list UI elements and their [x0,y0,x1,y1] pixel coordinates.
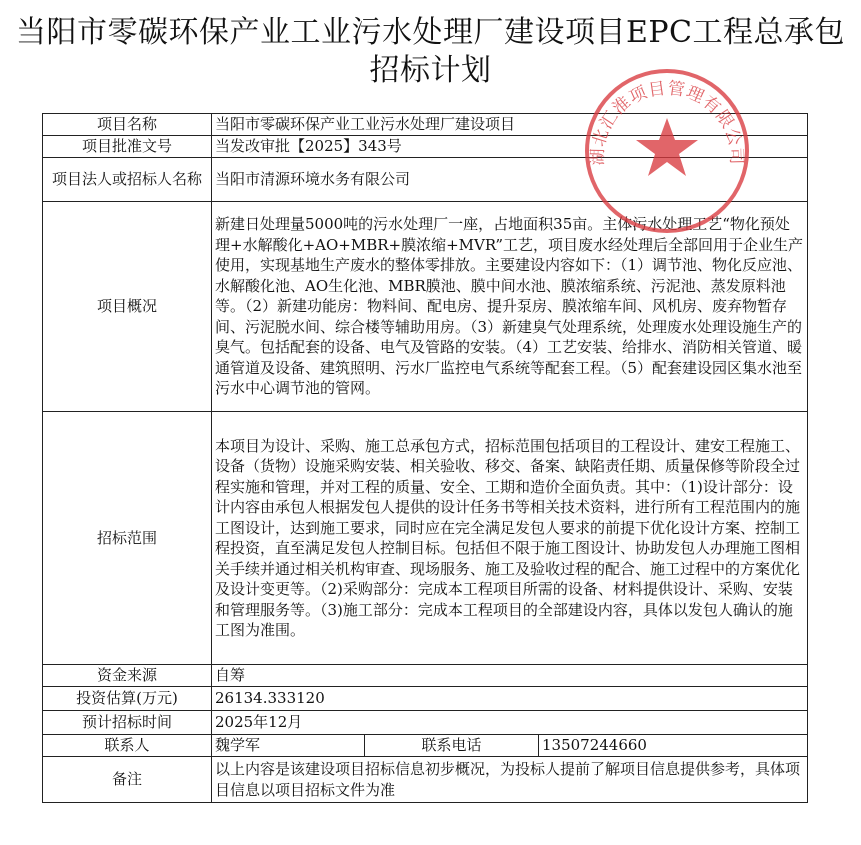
row-label-project-name: 项目名称 [43,114,212,136]
table-row [43,158,808,202]
investment-value: 26134.333120 [212,687,808,711]
table-row [43,757,808,803]
table-row [43,711,808,735]
table-row [43,687,808,711]
fund-source-value: 自筹 [212,665,808,687]
table-row [43,735,808,757]
table-row [43,136,808,158]
row-label-remarks: 备注 [43,757,212,803]
row-label-contact: 联系人 [43,735,212,757]
table-row [43,412,808,665]
document-title: 当阳市零碳环保产业工业污水处理厂建设项目EPC工程总承包招标计划 [15,15,846,88]
row-label-approval-no: 项目批准文号 [43,136,212,158]
contact-value: 魏学军 [212,735,365,757]
row-label-investment: 投资估算(万元) [43,687,212,711]
scope-value: 本项目为设计、采购、施工总承包方式，招标范围包括项目的工程设计、建安工程施工、设备（货物）设施采购安装、相关验收、移交、备案、缺陷责任期、质量保修等阶段全过程实施和管理，并对工程的质量、安全、工期和造价全面负责。其中：（1)设计部分：设计内容由承包人根据发包人提供的设计任务书等相关技术资料，进行所有工程范围内的施工图设计，达到施工要求，同时应在完全满足发包人要求的前提下优化设计方案、控制工程投资，直至满足发包人控制目标。包括但不限于施工图设计、协助发包人办理施工图相关手续并通过相关机构审查、现场服务、施工及验收过程的配合、施工过程中的方案优化及设计变更等。（2)采购部分：完成本工程项目所需的设备、材料提供设计、采购、安装和管理服务等。（3)施工部分：完成本工程项目的全部建设内容，具体以发包人确认的施工图为准围。 [212,412,808,665]
tender-time-value: 2025年12月 [212,711,808,735]
phone-value: 13507244660 [539,735,808,757]
row-label-phone: 联系电话 [365,735,539,757]
row-label-overview: 项目概况 [43,202,212,412]
table-row [43,114,808,136]
seal-text: 湖北汇淮项目管理有限公司 [587,78,747,166]
approval-no-value: 当发改审批【2025】343号 [212,136,808,158]
legal-entity-value: 当阳市清源环境水务有限公司 [212,158,808,202]
overview-value: 新建日处理量5000吨的污水处理厂一座，占地面积35亩。主体污水处理工艺“物化预处理+水解酸化+AO+MBR+膜浓缩+MVR”工艺，项目废水经处理后全部回用于企业生产使用，实现基地生产废水的整体零排放。主要建设内容如下：（1）调节池、物化反应池、水解酸化池、AO生化池、MBR膜池、膜中间水池、膜浓缩系统、污泥池、蒸发原料池等。（2）新建功能房：物料间、配电房、提升泵房、膜浓缩车间、风机房、废弃物暂存间、污泥脱水间、综合楼等辅助用房。（3）新建臭气处理系统，处理废水处理设施生产的臭气。包括配套的设备、电气及管路的安装。（4）工艺安装、给排水、消防相关管道、暖通管道及设备、建筑照明、污水厂监控电气系统等配套工程。（5）配套建设园区集水池至污水中心调节池的管网。 [212,202,808,412]
tender-plan-table [42,113,808,803]
row-label-legal-entity: 项目法人或招标人名称 [43,158,212,202]
row-label-scope: 招标范围 [43,412,212,665]
table-row [43,202,808,412]
remarks-value: 以上内容是该建设项目招标信息初步概况，为投标人提前了解项目信息提供参考，具体项目信息以项目招标文件为准 [212,757,808,803]
row-label-fund-source: 资金来源 [43,665,212,687]
project-name-value: 当阳市零碳环保产业工业污水处理厂建设项目 [212,114,808,136]
table-row [43,665,808,687]
row-label-tender-time: 预计招标时间 [43,711,212,735]
